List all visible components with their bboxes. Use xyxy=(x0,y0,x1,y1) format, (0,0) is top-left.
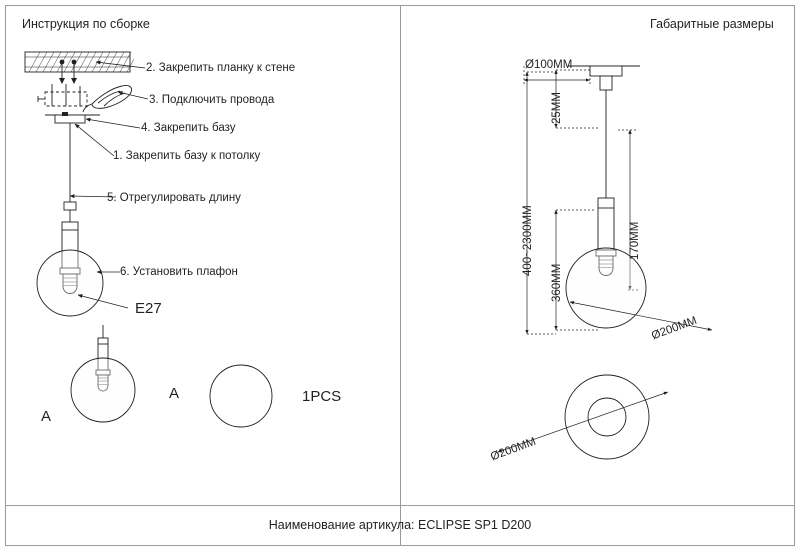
step-label-6: 6. Установить плафон xyxy=(120,266,238,278)
step-label-3: 3. Подключить провода xyxy=(149,94,275,106)
panel-divider-vertical xyxy=(400,6,401,545)
dim-label-top-diameter: Ø100MM xyxy=(525,59,573,71)
left-panel-title: Инструкция по сборке xyxy=(22,17,150,31)
dim-label-base-height: 25MM xyxy=(551,92,563,124)
article-name: Наименование артикула: ECLIPSE SP1 D200 xyxy=(268,518,532,532)
dim-label-drop-range: 400~2300MM xyxy=(522,205,534,276)
variant-label-right: A xyxy=(169,385,180,402)
dim-label-body-length: 170MM xyxy=(629,221,641,260)
right-panel-title: Габаритные размеры xyxy=(650,17,774,31)
step-label-5: 5. Отрегулировать длину xyxy=(107,192,241,204)
step-label-2: 2. Закрепить планку к стене xyxy=(146,62,296,74)
panel-divider-horizontal xyxy=(6,505,794,506)
step-label-4: 4. Закрепить базу xyxy=(141,122,236,134)
step-label-1: 1. Закрепить базу к потолку xyxy=(113,150,261,162)
dim-label-shade-diameter: Ø200MM xyxy=(650,314,699,343)
quantity-label: 1PCS xyxy=(302,388,342,405)
socket-label: E27 xyxy=(135,300,162,317)
dim-label-plan-diameter: Ø200MM xyxy=(489,435,538,464)
dim-label-lower-length: 360MM xyxy=(551,263,563,302)
variant-label-left: A xyxy=(41,408,52,425)
